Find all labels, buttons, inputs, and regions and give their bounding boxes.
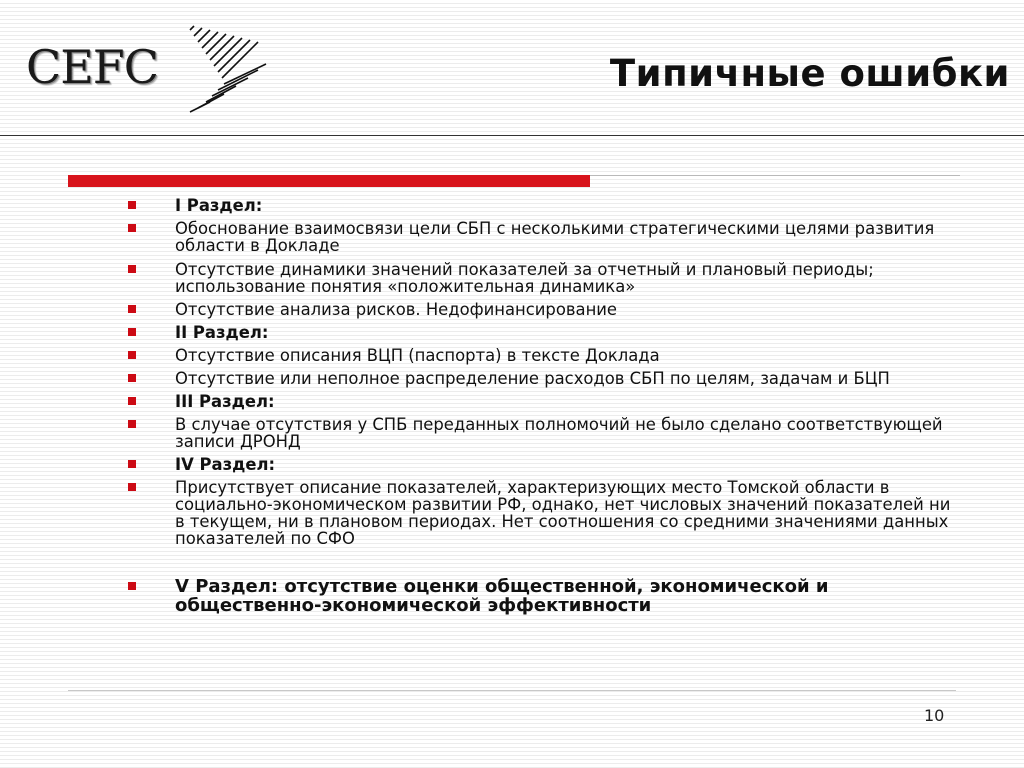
square-bullet-icon (128, 328, 136, 336)
list-item (128, 370, 958, 387)
square-bullet-icon (128, 201, 136, 209)
square-bullet-icon (128, 224, 136, 232)
square-bullet-icon (128, 582, 136, 590)
list-item (128, 393, 958, 410)
page-title: Типичные ошибки (609, 52, 1010, 95)
square-bullet-icon (128, 483, 136, 491)
list-item (128, 197, 958, 214)
list-item-text: Присутствует описание показателей, характеризующих место Томской области в социально-экономическом развитии РФ, однако, нет числовых значений показателей ни в текущем, ни в плановом периодах. Нет соотношения со средними значениями данных показателей по СФО (175, 478, 951, 548)
list-item (128, 416, 958, 450)
list-item (128, 577, 958, 615)
square-bullet-icon (128, 397, 136, 405)
cefc-logo: CEFC (26, 40, 158, 94)
list-item (128, 301, 958, 318)
accent-bar (68, 175, 590, 187)
list-item (128, 324, 958, 341)
bullet-list (128, 197, 958, 615)
header-divider (0, 135, 1024, 136)
list-item (128, 479, 958, 547)
list-item-text: IV Раздел: (175, 455, 276, 474)
list-item-text: V Раздел: отсутствие оценки общественной, экономической и общественно-экономической эффективности (175, 576, 829, 616)
list-item (128, 347, 958, 364)
list-item-text: Отсутствие анализа рисков. Недофинансирование (175, 300, 618, 319)
square-bullet-icon (128, 420, 136, 428)
footer-divider (68, 690, 956, 691)
square-bullet-icon (128, 460, 136, 468)
accent-bar-line (590, 175, 960, 176)
list-item (128, 456, 958, 473)
list-item-text: III Раздел: (175, 392, 275, 411)
square-bullet-icon (128, 374, 136, 382)
list-item-text: I Раздел: (175, 196, 263, 215)
list-item-text: В случае отсутствия у СПБ переданных полномочий не было сделано соответствующей записи ДРОНД (175, 415, 943, 451)
list-item-text: II Раздел: (175, 323, 269, 342)
list-item-text: Отсутствие описания ВЦП (паспорта) в тексте Доклада (175, 346, 660, 365)
square-bullet-icon (128, 265, 136, 273)
page-number: 10 (924, 706, 945, 725)
square-bullet-icon (128, 305, 136, 313)
list-item-text: Отсутствие динамики значений показателей за отчетный и плановый периоды; использование понятия «положительная динамика» (175, 260, 874, 296)
square-bullet-icon (128, 351, 136, 359)
logo-arrow-icon (178, 24, 278, 114)
list-item-text: Обоснование взаимосвязи цели СБП с несколькими стратегическими целями развития области в Докладе (175, 219, 935, 255)
list-item (128, 220, 958, 254)
list-item-text: Отсутствие или неполное распределение расходов СБП по целям, задачам и БЦП (175, 369, 890, 388)
list-item (128, 261, 958, 295)
